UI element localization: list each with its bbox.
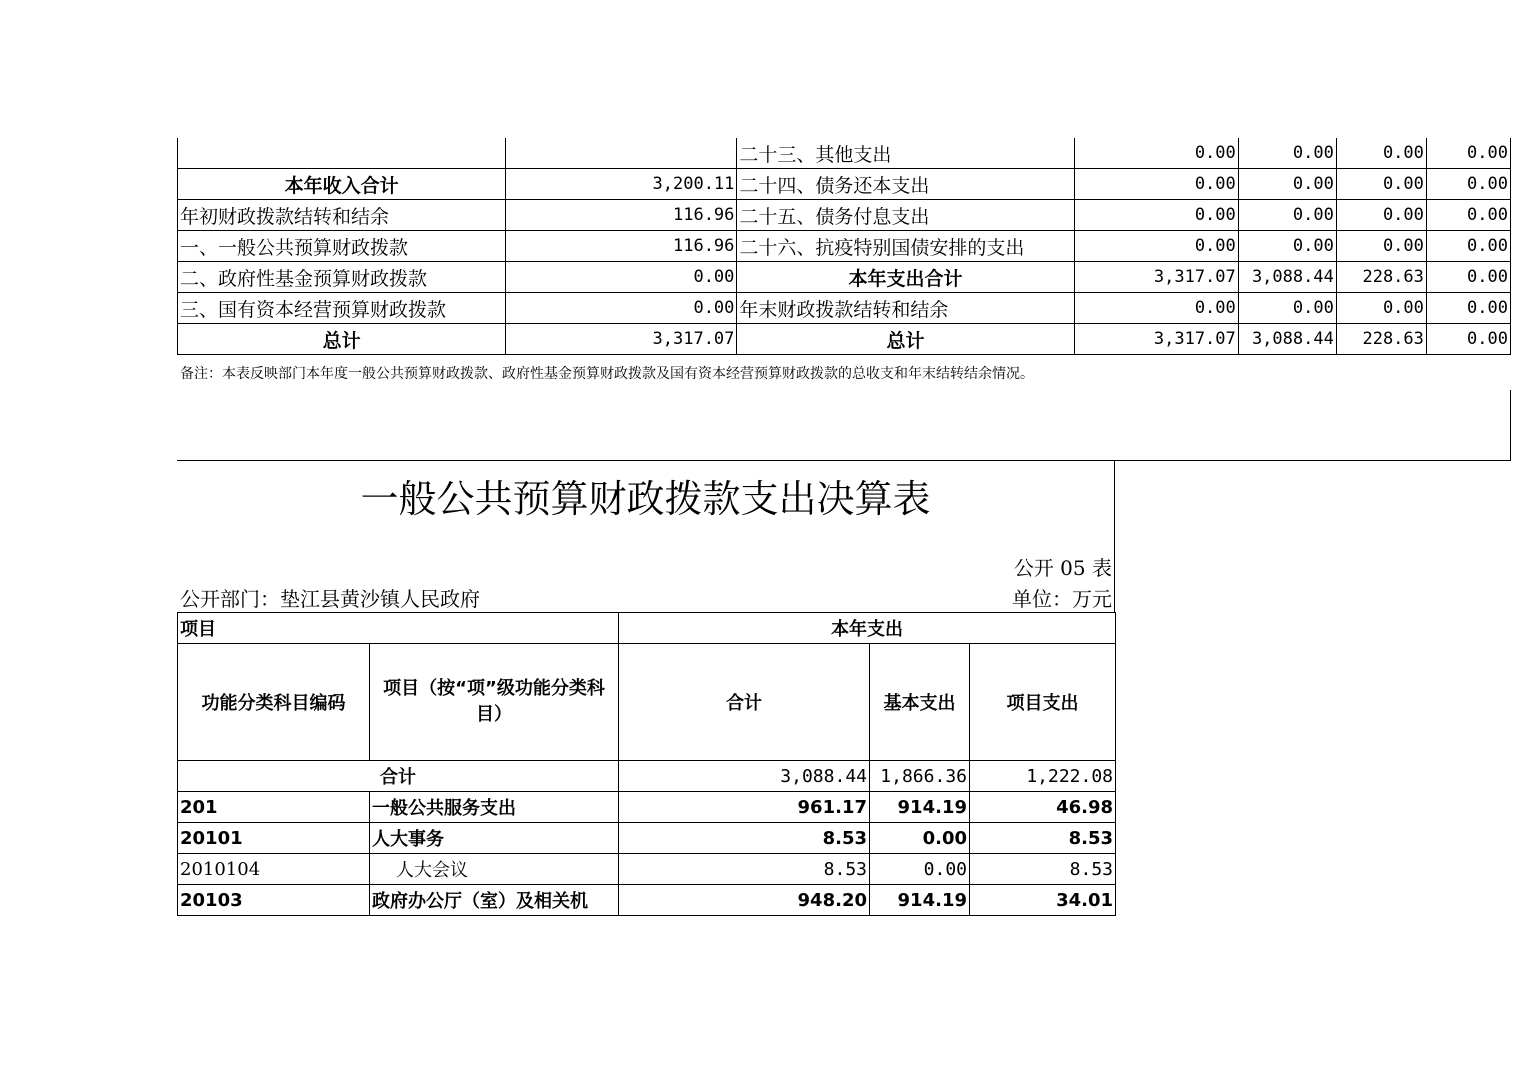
expense-gpb: 0.00 — [1238, 138, 1336, 169]
expense-gpb: 0.00 — [1238, 231, 1336, 262]
department-label: 公开部门：垫江县黄沙镇人民政府 — [180, 587, 480, 611]
basic-value: 914.19 — [870, 885, 970, 916]
expense-gpb: 3,088.44 — [1238, 324, 1336, 355]
expenditure-table — [177, 612, 1116, 916]
table-row — [178, 231, 1511, 262]
project-value: 1,222.08 — [970, 761, 1116, 792]
header-total: 合计 — [619, 644, 870, 761]
expense-soc: 0.00 — [1426, 138, 1510, 169]
total-value: 8.53 — [619, 854, 870, 885]
expense-total: 0.00 — [1074, 231, 1238, 262]
income-label: 总计 — [178, 324, 506, 355]
project-value: 8.53 — [970, 854, 1116, 885]
basic-value: 0.00 — [870, 854, 970, 885]
income-value: 116.96 — [506, 200, 737, 231]
total-label: 合计 — [178, 761, 619, 792]
row-name: 人大会议 — [370, 854, 619, 885]
expense-soc: 0.00 — [1426, 169, 1510, 200]
income-value: 3,317.07 — [506, 324, 737, 355]
expense-label: 本年支出合计 — [737, 262, 1074, 293]
row-code: 20101 — [178, 823, 370, 854]
expense-label: 二十五、债务付息支出 — [737, 200, 1074, 231]
income-value: 116.96 — [506, 231, 737, 262]
row-code: 20103 — [178, 885, 370, 916]
total-value: 3,088.44 — [619, 761, 870, 792]
income-value — [506, 138, 737, 169]
header-name: 项目（按“项”级功能分类科目） — [370, 644, 619, 761]
total-value: 8.53 — [619, 823, 870, 854]
income-value: 0.00 — [506, 293, 737, 324]
income-label: 二、政府性基金预算财政拨款 — [178, 262, 506, 293]
table-row — [178, 293, 1511, 324]
expense-total: 3,317.07 — [1074, 262, 1238, 293]
project-value: 34.01 — [970, 885, 1116, 916]
table-row — [178, 169, 1511, 200]
page-divider-horizontal — [177, 460, 1511, 461]
expense-label: 二十四、债务还本支出 — [737, 169, 1074, 200]
form-number: 公开 05 表 — [1013, 556, 1112, 580]
expense-total: 0.00 — [1074, 293, 1238, 324]
table-row — [178, 200, 1511, 231]
unit-label: 单位：万元 — [1012, 587, 1112, 611]
income-label: 一、一般公共预算财政拨款 — [178, 231, 506, 262]
expense-total: 3,317.07 — [1074, 324, 1238, 355]
table-row — [178, 324, 1511, 355]
expense-gpb: 0.00 — [1238, 293, 1336, 324]
expense-gf: 228.63 — [1336, 262, 1426, 293]
expense-total: 0.00 — [1074, 200, 1238, 231]
expense-label: 二十六、抗疫特别国债安排的支出 — [737, 231, 1074, 262]
expense-soc: 0.00 — [1426, 262, 1510, 293]
table-row — [178, 854, 1116, 885]
expense-gf: 0.00 — [1336, 138, 1426, 169]
expense-gf: 0.00 — [1336, 293, 1426, 324]
page-divider-vertical — [1510, 390, 1511, 460]
basic-value: 0.00 — [870, 823, 970, 854]
income-label: 年初财政拨款结转和结余 — [178, 200, 506, 231]
row-code: 201 — [178, 792, 370, 823]
expense-gpb: 3,088.44 — [1238, 262, 1336, 293]
income-label: 本年收入合计 — [178, 169, 506, 200]
expense-label: 二十三、其他支出 — [737, 138, 1074, 169]
expense-total: 0.00 — [1074, 169, 1238, 200]
table-row — [178, 262, 1511, 293]
row-code: 2010104 — [178, 854, 370, 885]
expense-gf: 0.00 — [1336, 231, 1426, 262]
table-row — [178, 885, 1116, 916]
total-value: 961.17 — [619, 792, 870, 823]
expense-total: 0.00 — [1074, 138, 1238, 169]
project-value: 46.98 — [970, 792, 1116, 823]
row-name: 政府办公厅（室）及相关机 — [370, 885, 619, 916]
expense-gpb: 0.00 — [1238, 200, 1336, 231]
expense-label: 总计 — [737, 324, 1074, 355]
table-row — [178, 792, 1116, 823]
header-basic: 基本支出 — [870, 644, 970, 761]
expense-gf: 228.63 — [1336, 324, 1426, 355]
header-project-exp: 项目支出 — [970, 644, 1116, 761]
header-project: 项目 — [178, 613, 619, 644]
basic-value: 1,866.36 — [870, 761, 970, 792]
table-row — [178, 823, 1116, 854]
table-row — [178, 138, 1511, 169]
expense-gf: 0.00 — [1336, 200, 1426, 231]
income-label: 三、国有资本经营预算财政拨款 — [178, 293, 506, 324]
income-value: 3,200.11 — [506, 169, 737, 200]
header-code: 功能分类科目编码 — [178, 644, 370, 761]
section-divider-vertical — [1114, 460, 1115, 612]
table-note: 备注：本表反映部门本年度一般公共预算财政拨款、政府性基金预算财政拨款及国有资本经营预算财政拨款的总收支和年末结转结余情况。 — [180, 366, 1034, 382]
page-title: 一般公共预算财政拨款支出决算表 — [360, 477, 931, 521]
header-row — [178, 644, 1116, 761]
expense-gf: 0.00 — [1336, 169, 1426, 200]
total-row — [178, 761, 1116, 792]
income-value: 0.00 — [506, 262, 737, 293]
expense-soc: 0.00 — [1426, 231, 1510, 262]
expense-label: 年末财政拨款结转和结余 — [737, 293, 1074, 324]
header-current-year: 本年支出 — [619, 613, 1116, 644]
expense-soc: 0.00 — [1426, 324, 1510, 355]
expense-soc: 0.00 — [1426, 293, 1510, 324]
row-name: 人大事务 — [370, 823, 619, 854]
basic-value: 914.19 — [870, 792, 970, 823]
header-row — [178, 613, 1116, 644]
fiscal-summary-table — [177, 138, 1511, 355]
expense-gpb: 0.00 — [1238, 169, 1336, 200]
total-value: 948.20 — [619, 885, 870, 916]
project-value: 8.53 — [970, 823, 1116, 854]
row-name: 一般公共服务支出 — [370, 792, 619, 823]
income-label — [178, 138, 506, 169]
expense-soc: 0.00 — [1426, 200, 1510, 231]
